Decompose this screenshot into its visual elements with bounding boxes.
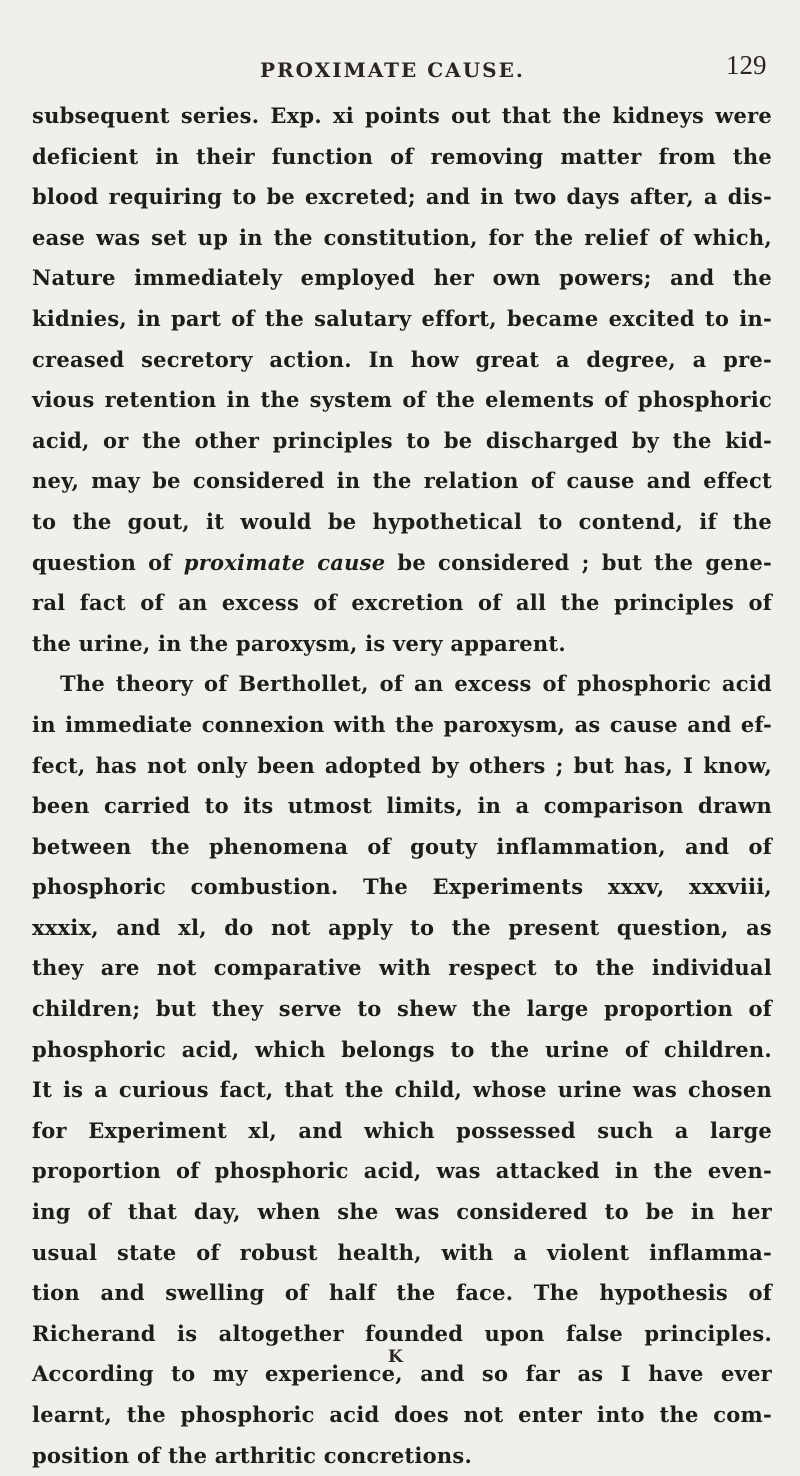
page-number: 129 [726, 50, 767, 80]
text-line: the urine, in the paroxysm, is very apparent. [32, 630, 566, 656]
text-line: phosphoric acid, which belongs to the urine of children. [32, 1036, 772, 1062]
text-line: It is a curious fact, that the child, whose urine was chosen [32, 1077, 772, 1103]
text-line: been carried to its utmost limits, in a comparison drawn [32, 793, 772, 819]
text-line: creased secretory action. In how great a degree, a pre- [32, 346, 772, 372]
text-line: ral fact of an excess of excretion of all the principles of [32, 590, 772, 616]
text-line: phosphoric combustion. The Experiments xxxv, xxxviii, [32, 874, 772, 900]
text-line: learnt, the phosphoric acid does not enter into the com- [32, 1402, 772, 1427]
text-line: ease was set up in the constitution, for the relief of which, [32, 224, 772, 250]
text-line: proportion of phosphoric acid, was attacked in the even- [32, 1158, 772, 1184]
text-line: acid, or the other principles to be discharged by the kid- [32, 427, 772, 453]
text-line: According to my experience, and so far as I have ever [32, 1361, 772, 1387]
text-line: blood requiring to be excreted; and in two days after, a dis- [32, 184, 772, 210]
text-line: usual state of robust health, with a violent inflamma- [32, 1239, 772, 1265]
text-line: vious retention in the system of the elements of phosphoric [32, 387, 772, 413]
text-line: ing of that day, when she was considered to be in her [32, 1199, 772, 1225]
text-line: children; but they serve to shew the large proportion of [32, 996, 772, 1022]
text-line: ney, may be considered in the relation of cause and effect [32, 468, 772, 494]
text-line: they are not comparative with respect to the individual [32, 955, 772, 981]
text-line: kidnies, in part of the salutary effort, became excited to in- [32, 305, 772, 331]
text-line: Nature immediately employed her own powers; and the [32, 265, 772, 291]
text-line: between the phenomena of gouty inflammation, and of [32, 833, 772, 859]
text-line: for Experiment xl, and which possessed such a large [32, 1117, 772, 1143]
text-line: Richerand is altogether founded upon false principles. [32, 1320, 772, 1346]
text-line: The theory of Berthollet, of an excess of phosphoric acid [60, 671, 772, 697]
text-line: question of proximate cause be considered ; but the gene- [32, 549, 772, 575]
signature-mark: K [388, 1347, 403, 1367]
text-line: xxxix, and xl, do not apply to the present question, as [32, 914, 772, 940]
text-line: fect, has not only been adopted by others ; but has, I know, [32, 752, 772, 778]
body-text [32, 96, 772, 1476]
text-line: tion and swelling of half the face. The hypothesis of [32, 1280, 772, 1306]
italic-phrase: proximate cause [183, 549, 386, 575]
text-line: position of the arthritic concretions. [32, 1442, 473, 1468]
text-line: in immediate connexion with the paroxysm, as cause and ef- [32, 711, 772, 737]
text-line: deficient in their function of removing matter from the [32, 143, 772, 169]
running-title: PROXIMATE CAUSE. [260, 58, 525, 82]
running-head [0, 50, 800, 88]
text-line: to the gout, it would be hypothetical to contend, if the [32, 508, 772, 534]
text-line: subsequent series. Exp. xi points out that the kidneys were [32, 103, 772, 128]
